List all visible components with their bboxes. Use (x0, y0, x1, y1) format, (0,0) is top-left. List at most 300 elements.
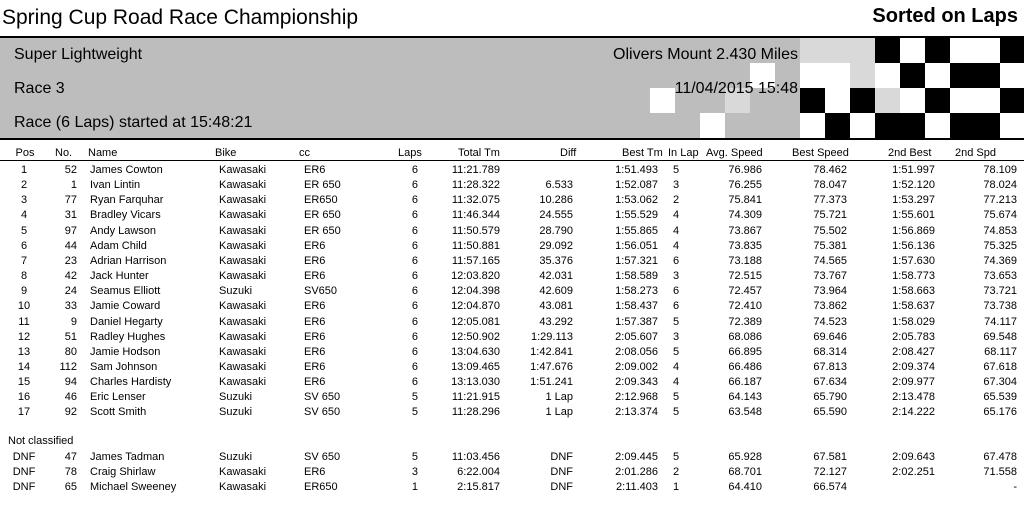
cell-cc: ER650 (304, 481, 338, 493)
cell-name: Adam Child (90, 239, 147, 252)
cell-2nd-best: 1:55.601 (892, 209, 935, 222)
flag-square (950, 113, 975, 138)
cell-total-time: 11:50.881 (451, 239, 500, 252)
table-row (0, 480, 1024, 495)
cell-best-speed: 65.590 (813, 406, 847, 419)
cell-in-lap: 6 (673, 300, 680, 313)
cell-laps: 6 (411, 345, 418, 358)
flag-square (950, 63, 975, 88)
cell-2nd-speed: 74.369 (983, 254, 1017, 267)
cell-name: Ivan Lintin (90, 179, 141, 192)
flag-square (825, 88, 850, 113)
cell-no: 23 (64, 254, 77, 267)
table-row (0, 315, 1024, 330)
cell-best-speed: 75.381 (813, 239, 847, 252)
cell-best-speed: 73.767 (813, 270, 847, 283)
flag-square (900, 38, 925, 63)
table-row (0, 299, 1024, 314)
cell-laps: 6 (411, 179, 418, 192)
cell-name: Adrian Harrison (90, 254, 167, 267)
cell-2nd-best: 2:09.374 (892, 360, 935, 373)
cell-no: 1 (70, 179, 77, 192)
cell-laps: 5 (411, 406, 418, 419)
flag-square (1000, 38, 1024, 63)
col-pos: Pos (15, 147, 35, 159)
cell-name: Radley Hughes (90, 330, 166, 343)
cell-best-speed: 65.790 (813, 391, 847, 404)
col-total-time: Total Tm (458, 147, 500, 159)
cell-cc: ER6 (304, 376, 326, 389)
cell-no: 112 (59, 360, 77, 373)
table-row (0, 208, 1024, 223)
flag-square (825, 38, 850, 63)
cell-avg-speed: 72.515 (728, 270, 762, 283)
cell-best-speed: 73.964 (813, 285, 847, 298)
cell-cc: ER 650 (304, 209, 341, 222)
col-laps: Laps (398, 147, 422, 159)
cell-pos: 6 (20, 239, 28, 252)
cell-cc: ER650 (304, 194, 338, 207)
cell-name: Andy Lawson (90, 224, 157, 237)
col-2nd-best: 2nd Best (888, 147, 932, 159)
cell-best-speed: 75.721 (813, 209, 847, 222)
cell-laps: 6 (411, 209, 418, 222)
cell-avg-speed: 68.701 (728, 466, 762, 478)
cell-best-time: 1:58.589 (615, 270, 658, 283)
cell-2nd-speed: 74.117 (984, 315, 1017, 328)
cell-2nd-speed: 73.721 (983, 285, 1017, 298)
cell-2nd-best: 1:52.120 (892, 179, 935, 192)
cell-bike: Kawasaki (219, 481, 267, 493)
cell-avg-speed: 76.255 (728, 179, 762, 192)
cell-avg-speed: 66.895 (728, 345, 762, 358)
cell-in-lap: 3 (673, 270, 680, 283)
cell-no: 65 (64, 481, 77, 493)
cell-in-lap: 5 (673, 315, 680, 328)
cell-best-speed: 72.127 (813, 466, 847, 478)
cell-no: 31 (64, 209, 77, 222)
cell-2nd-speed: 65.176 (983, 406, 1017, 419)
cell-2nd-best: 2:09.977 (892, 376, 935, 389)
cell-name: James Cowton (90, 164, 163, 176)
cell-name: James Tadman (90, 451, 165, 463)
cell-best-speed: 67.634 (813, 376, 847, 389)
cell-pos: 3 (20, 194, 28, 207)
cell-best-speed: 75.502 (813, 224, 847, 237)
cell-in-lap: 1 (673, 481, 680, 493)
cell-no: 51 (64, 330, 77, 343)
cell-in-lap: 4 (673, 224, 680, 237)
cell-name: Scott Smith (90, 406, 147, 419)
cell-best-speed: 78.047 (813, 179, 847, 192)
col-name: Name (88, 147, 118, 159)
cell-no: 92 (64, 406, 77, 419)
flag-square (1000, 88, 1024, 113)
col-cc: cc (299, 147, 310, 159)
cell-total-time: 12:03.820 (451, 270, 500, 283)
cell-best-speed: 77.373 (813, 194, 847, 207)
cell-total-time: 2:15.817 (457, 481, 500, 493)
table-row (0, 345, 1024, 360)
cell-2nd-speed: 78.109 (983, 164, 1017, 176)
cell-diff: 1:51.241 (530, 376, 573, 389)
cell-bike: Kawasaki (219, 300, 267, 313)
cell-cc: SV650 (304, 285, 338, 298)
cell-diff: 1 Lap (545, 406, 573, 419)
cell-bike: Kawasaki (219, 209, 267, 222)
cell-total-time: 12:05.081 (451, 315, 500, 328)
cell-no: 97 (64, 224, 77, 237)
cell-avg-speed: 72.389 (728, 315, 762, 328)
flag-square (875, 113, 900, 138)
cell-pos: DNF (12, 451, 36, 463)
cell-cc: ER 650 (304, 179, 341, 192)
cell-cc: ER6 (304, 300, 326, 313)
cell-cc: ER6 (304, 345, 326, 358)
cell-no: 80 (64, 345, 77, 358)
flag-square (925, 63, 950, 88)
cell-no: 44 (64, 239, 77, 252)
cell-best-speed: 74.565 (813, 254, 847, 267)
cell-cc: ER6 (304, 254, 326, 267)
table-row (0, 269, 1024, 284)
cell-total-time: 13:09.465 (451, 360, 500, 373)
flag-square (925, 38, 950, 63)
cell-cc: ER6 (304, 270, 326, 283)
cell-bike: Kawasaki (219, 194, 267, 207)
cell-in-lap: 2 (673, 466, 680, 478)
cell-name: Sam Johnson (90, 360, 158, 373)
results-header (0, 146, 1024, 161)
cell-diff: 10.286 (539, 194, 573, 207)
cell-avg-speed: 66.486 (728, 360, 762, 373)
cell-2nd-speed: 75.674 (983, 209, 1017, 222)
flag-square (925, 113, 950, 138)
cell-best-time: 1:51.493 (615, 164, 658, 176)
cell-diff: 1:47.676 (530, 360, 573, 373)
flag-square (650, 88, 675, 113)
cell-bike: Kawasaki (219, 360, 267, 373)
cell-total-time: 13:04.630 (451, 345, 500, 358)
cell-bike: Kawasaki (219, 376, 267, 389)
cell-cc: SV 650 (304, 451, 341, 463)
cell-best-time: 1:55.529 (615, 209, 658, 222)
cell-bike: Suzuki (219, 285, 253, 298)
cell-bike: Kawasaki (219, 345, 267, 358)
cell-avg-speed: 64.143 (728, 391, 762, 404)
flag-square (700, 113, 725, 138)
table-row (0, 239, 1024, 254)
flag-square (800, 88, 825, 113)
cell-total-time: 13:13.030 (451, 376, 500, 389)
cell-pos: 15 (17, 376, 31, 389)
col-bike: Bike (215, 147, 237, 159)
flag-square (900, 113, 925, 138)
cell-total-time: 11:32.075 (451, 194, 500, 207)
page-title: Spring Cup Road Race Championship (2, 6, 359, 29)
cell-2nd-speed: 75.325 (983, 239, 1017, 252)
cell-total-time: 11:28.322 (451, 179, 500, 192)
cell-in-lap: 4 (673, 376, 680, 389)
cell-diff: 1:42.841 (530, 345, 573, 358)
flag-square (850, 88, 875, 113)
cell-laps: 6 (411, 376, 418, 389)
cell-no: 9 (70, 315, 77, 328)
cell-avg-speed: 65.928 (728, 451, 762, 463)
table-row (0, 390, 1024, 405)
cell-best-time: 1:52.087 (615, 179, 658, 192)
table-row (0, 330, 1024, 345)
cell-total-time: 11:21.915 (451, 391, 500, 404)
flag-square (800, 38, 825, 63)
cell-pos: 11 (18, 315, 30, 328)
cell-laps: 5 (411, 391, 418, 404)
table-row (0, 405, 1024, 420)
cell-total-time: 11:28.296 (451, 406, 500, 419)
cell-name: Ryan Farquhar (90, 194, 164, 207)
cell-2nd-speed: 73.738 (983, 300, 1017, 313)
table-row (0, 465, 1024, 480)
cell-in-lap: 5 (673, 345, 680, 358)
cell-2nd-speed: 77.213 (983, 194, 1017, 207)
cell-avg-speed: 75.841 (728, 194, 762, 207)
cell-2nd-best: 1:58.029 (892, 315, 935, 328)
cell-bike: Kawasaki (219, 270, 267, 283)
cell-best-time: 2:12.968 (615, 391, 658, 404)
col-2nd-speed: 2nd Spd (955, 147, 996, 159)
cell-name: Craig Shirlaw (90, 466, 156, 478)
cell-pos: DNF (12, 481, 36, 493)
cell-2nd-speed: 67.304 (983, 376, 1017, 389)
cell-avg-speed: 74.309 (728, 209, 762, 222)
flag-square (875, 88, 900, 113)
col-best-time: Best Tm (622, 147, 663, 159)
cell-diff: 29.092 (539, 239, 573, 252)
cell-cc: SV 650 (304, 391, 341, 404)
cell-no: 47 (64, 451, 77, 463)
not-classified-label: Not classified (8, 435, 74, 447)
flag-square (950, 38, 975, 63)
cell-name: Seamus Elliott (90, 285, 161, 298)
cell-bike: Kawasaki (219, 254, 267, 267)
cell-diff: 43.081 (539, 300, 573, 313)
cell-pos: 2 (20, 179, 28, 192)
flag-square (975, 63, 1000, 88)
cell-name: Charles Hardisty (90, 376, 172, 389)
cell-pos: 17 (17, 406, 31, 419)
cell-best-time: 2:13.374 (615, 406, 658, 419)
cell-pos: 10 (17, 300, 31, 313)
table-row (0, 163, 1024, 178)
cell-laps: 6 (411, 164, 418, 176)
cell-no: 52 (64, 164, 77, 176)
cell-cc: ER 650 (304, 224, 341, 237)
cell-pos: 8 (20, 270, 28, 283)
cell-name: Eric Lenser (90, 391, 146, 404)
flag-square (825, 63, 850, 88)
cell-total-time: 11:46.344 (451, 209, 500, 222)
flag-square (900, 88, 925, 113)
race-start: Race (6 Laps) started at 15:48:21 (14, 114, 253, 131)
table-row (0, 450, 1024, 465)
col-in-lap: In Lap (668, 147, 699, 159)
flag-square (825, 113, 850, 138)
table-row (0, 375, 1024, 390)
cell-2nd-speed: 67.618 (983, 360, 1017, 373)
cell-laps: 6 (411, 194, 418, 207)
col-best-speed: Best Speed (792, 147, 849, 159)
cell-pos: 12 (17, 330, 31, 343)
cell-laps: 6 (411, 285, 418, 298)
cell-2nd-best: 1:56.136 (892, 239, 935, 252)
table-row (0, 224, 1024, 239)
flag-square (975, 88, 1000, 113)
cell-total-time: 12:04.870 (451, 300, 500, 313)
cell-avg-speed: 76.986 (728, 164, 762, 176)
cell-in-lap: 4 (673, 239, 680, 252)
cell-no: 78 (64, 466, 77, 478)
cell-pos: 5 (20, 224, 28, 237)
flag-square (925, 88, 950, 113)
cell-total-time: 6:22.004 (457, 466, 500, 478)
cell-best-speed: 67.813 (813, 360, 847, 373)
cell-2nd-best: 1:56.869 (892, 224, 935, 237)
table-row (0, 360, 1024, 375)
cell-in-lap: 3 (673, 330, 680, 343)
title-bar (0, 0, 1024, 34)
cell-diff: 6.533 (545, 179, 573, 192)
cell-pos: 16 (17, 391, 31, 404)
cell-bike: Kawasaki (219, 224, 267, 237)
cell-cc: ER6 (304, 315, 326, 328)
cell-diff: 1:29.113 (530, 330, 573, 343)
table-row (0, 178, 1024, 193)
cell-in-lap: 4 (673, 360, 680, 373)
cell-diff: DNF (550, 451, 573, 463)
cell-best-time: 2:08.056 (615, 345, 658, 358)
cell-in-lap: 5 (673, 451, 680, 463)
cell-diff: 1 Lap (545, 391, 573, 404)
flag-square (800, 113, 825, 138)
cell-best-time: 1:57.387 (615, 315, 658, 328)
cell-laps: 6 (411, 360, 418, 373)
cell-name: Jack Hunter (90, 270, 149, 283)
col-avg-speed: Avg. Speed (706, 147, 763, 159)
cell-2nd-speed: 71.558 (983, 466, 1017, 478)
cell-laps: 6 (411, 300, 418, 313)
cell-avg-speed: 73.835 (728, 239, 762, 252)
cell-2nd-speed: 65.539 (983, 391, 1017, 404)
cell-pos: DNF (12, 466, 36, 478)
cell-best-speed: 73.862 (813, 300, 847, 313)
cell-diff: DNF (550, 466, 573, 478)
cell-no: 33 (64, 300, 77, 313)
cell-2nd-best: 2:02.251 (892, 466, 935, 478)
cell-total-time: 12:50.902 (451, 330, 500, 343)
cell-2nd-best: 1:58.637 (892, 300, 935, 313)
cell-bike: Kawasaki (219, 239, 267, 252)
cell-best-time: 1:58.437 (615, 300, 658, 313)
cell-bike: Kawasaki (219, 179, 267, 192)
cell-2nd-speed: 73.653 (983, 270, 1017, 283)
cell-laps: 1 (411, 481, 418, 493)
cell-2nd-best: 2:08.427 (892, 345, 935, 358)
cell-in-lap: 6 (673, 285, 680, 298)
cell-name: Daniel Hegarty (90, 315, 163, 328)
cell-in-lap: 5 (673, 164, 680, 176)
cell-best-time: 2:09.343 (615, 376, 658, 389)
cell-pos: 13 (17, 345, 31, 358)
flag-square (800, 63, 825, 88)
cell-2nd-speed: - (1013, 481, 1017, 493)
race-info-band (0, 36, 1024, 140)
cell-cc: ER6 (304, 239, 326, 252)
race-number: Race 3 (14, 80, 65, 97)
flag-square (975, 38, 1000, 63)
cell-laps: 6 (411, 270, 418, 283)
cell-2nd-best: 2:05.783 (892, 330, 935, 343)
cell-best-speed: 78.462 (813, 164, 847, 176)
cell-2nd-best: 1:58.663 (892, 285, 935, 298)
cell-2nd-best: 2:13.478 (892, 391, 935, 404)
cell-best-time: 2:09.445 (615, 451, 658, 463)
cell-2nd-speed: 67.478 (983, 451, 1017, 463)
cell-laps: 5 (411, 451, 418, 463)
cell-cc: ER6 (304, 330, 326, 343)
cell-diff: 28.790 (539, 224, 573, 237)
cell-in-lap: 4 (673, 209, 680, 222)
cell-name: Bradley Vicars (90, 209, 161, 222)
flag-square (850, 38, 875, 63)
col-diff: Diff (560, 147, 577, 159)
cell-bike: Suzuki (219, 406, 253, 419)
cell-avg-speed: 72.457 (728, 285, 762, 298)
flag-square (850, 113, 875, 138)
cell-best-speed: 74.523 (813, 315, 847, 328)
cell-2nd-best: 1:58.773 (892, 270, 935, 283)
cell-pos: 14 (17, 360, 31, 373)
flag-square (1000, 113, 1024, 138)
cell-2nd-best: 1:51.997 (892, 164, 935, 176)
cell-2nd-best: 1:57.630 (892, 254, 935, 267)
table-row (0, 284, 1024, 299)
cell-cc: SV 650 (304, 406, 341, 419)
cell-best-time: 1:55.865 (615, 224, 658, 237)
cell-pos: 9 (20, 285, 28, 298)
cell-name: Jamie Hodson (90, 345, 161, 358)
cell-pos: 4 (20, 209, 28, 222)
cell-2nd-best: 2:14.222 (892, 406, 935, 419)
cell-bike: Kawasaki (219, 315, 267, 328)
cell-in-lap: 5 (673, 391, 680, 404)
cell-laps: 6 (411, 315, 418, 328)
flag-square (950, 88, 975, 113)
cell-2nd-speed: 74.853 (983, 224, 1017, 237)
cell-best-time: 1:56.051 (615, 239, 658, 252)
cell-best-time: 2:09.002 (615, 360, 658, 373)
cell-diff: 24.555 (539, 209, 573, 222)
cell-avg-speed: 66.187 (728, 376, 762, 389)
cell-best-speed: 69.646 (813, 330, 847, 343)
cell-in-lap: 3 (673, 179, 680, 192)
cell-no: 24 (64, 285, 77, 298)
cell-diff: 35.376 (539, 254, 573, 267)
cell-best-time: 1:58.273 (615, 285, 658, 298)
class-name: Super Lightweight (14, 46, 143, 63)
cell-best-speed: 67.581 (813, 451, 847, 463)
cell-cc: ER6 (304, 466, 326, 478)
cell-total-time: 11:21.789 (451, 164, 500, 176)
